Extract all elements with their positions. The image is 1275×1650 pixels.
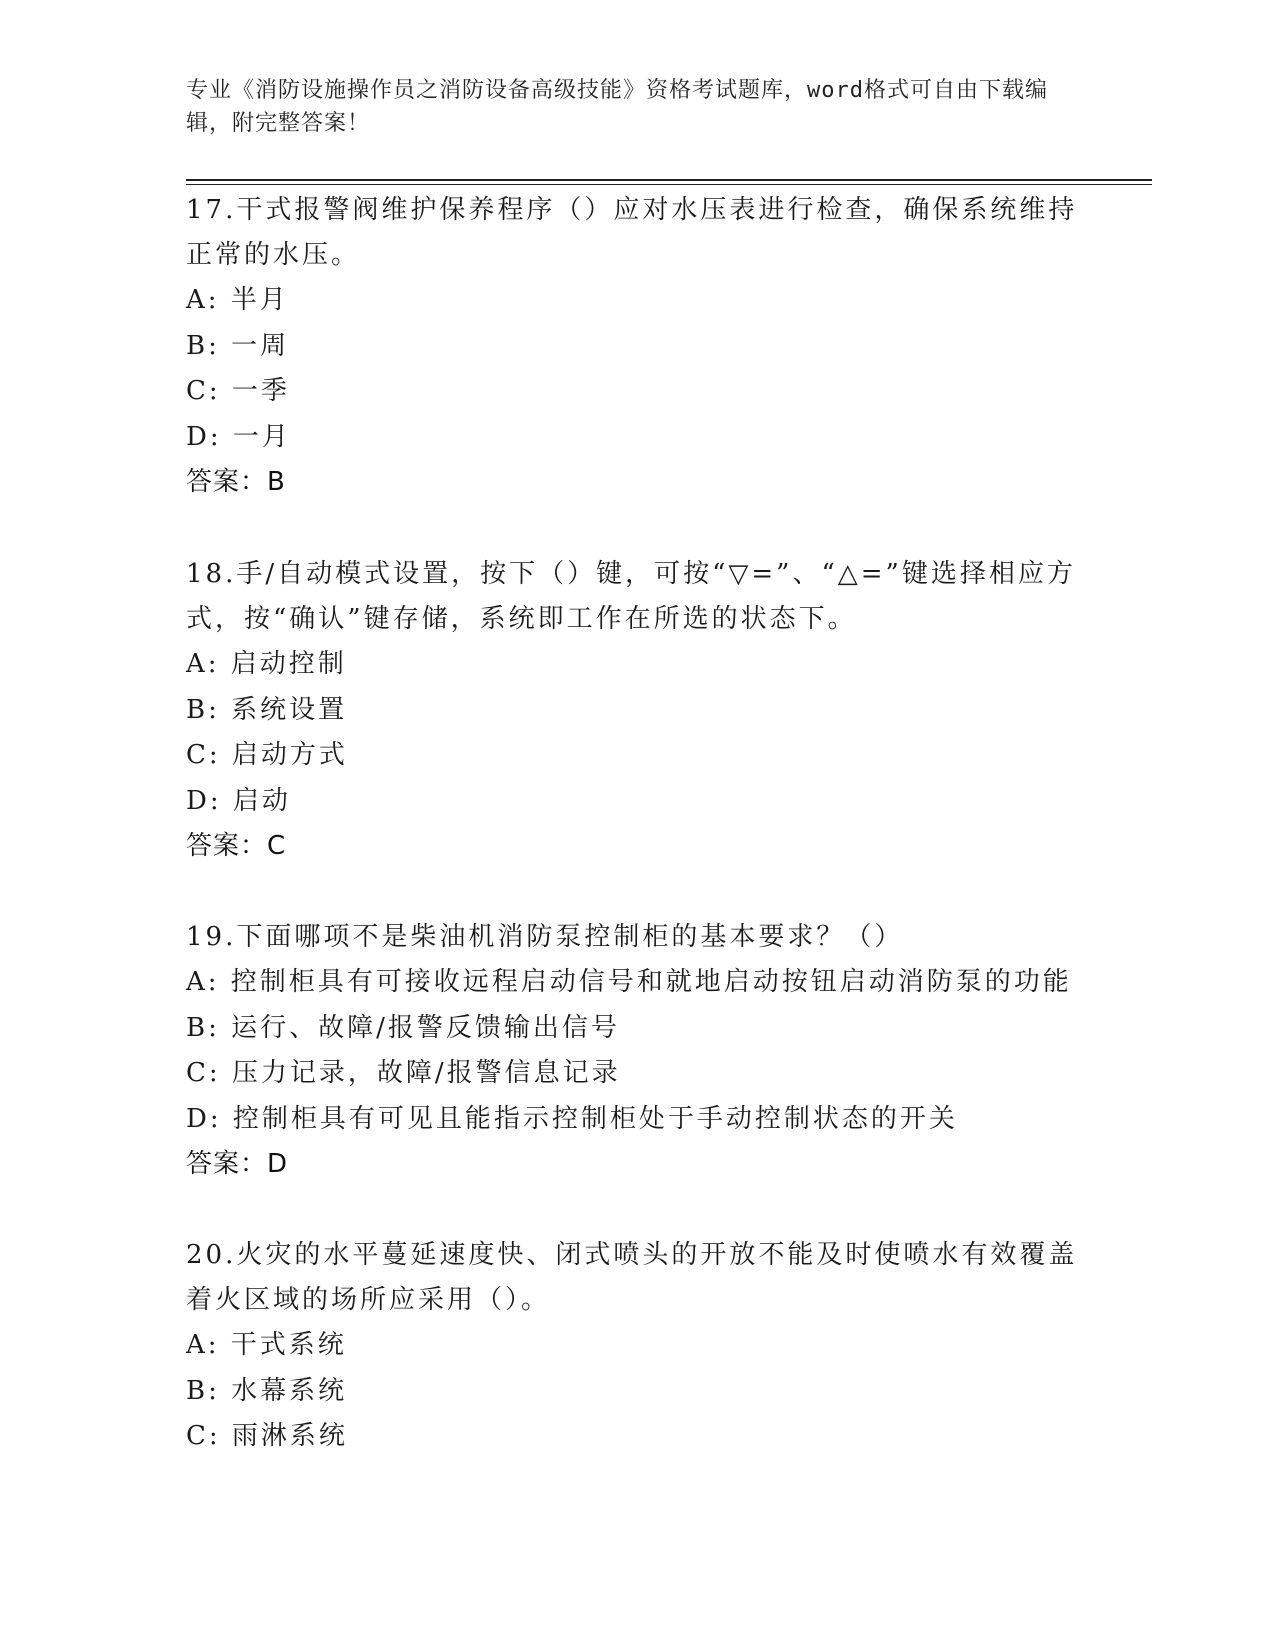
question-stem: 18.手/自动模式设置，按下（）键，可按“▽=”、“△=”键选择相应方式，按“确认”键存储，系统即工作在所选的状态下。 bbox=[186, 559, 1076, 634]
answer: 答案：C bbox=[186, 831, 287, 861]
question-18 bbox=[186, 552, 1086, 869]
answer: 答案：D bbox=[186, 1149, 289, 1179]
option-d: D: 一月 bbox=[186, 421, 291, 452]
answer: 答案：B bbox=[186, 467, 286, 497]
option-b: B: 水幕系统 bbox=[186, 1375, 348, 1406]
option-c: C: 压力记录，故障/报警信息记录 bbox=[186, 1058, 621, 1088]
option-c: C: 启动方式 bbox=[186, 740, 348, 770]
option-b: B: 运行、故障/报警反馈输出信号 bbox=[186, 1012, 620, 1043]
option-b: B: 系统设置 bbox=[186, 694, 348, 725]
question-stem: 20.火灾的水平蔓延速度快、闭式喷头的开放不能及时使喷水有效覆盖着火区域的场所应采用（）。 bbox=[186, 1240, 1078, 1315]
option-a: A: 启动控制 bbox=[186, 649, 347, 679]
question-17 bbox=[186, 188, 1086, 505]
header-divider bbox=[186, 179, 1152, 185]
question-stem: 19.下面哪项不是柴油机消防泵控制柜的基本要求？（） bbox=[186, 922, 904, 952]
question-stem: 17.干式报警阀维护保养程序（）应对水压表进行检查，确保系统维持正常的水压。 bbox=[186, 195, 1078, 270]
option-a: A: 半月 bbox=[186, 285, 289, 315]
question-19 bbox=[186, 915, 1086, 1187]
option-a: A: 干式系统 bbox=[186, 1330, 347, 1360]
document-header: 专业《消防设施操作员之消防设备高级技能》资格考试题库，word格式可自由下载编辑，附完整答案！ bbox=[186, 78, 1048, 136]
option-b: B: 一周 bbox=[186, 330, 290, 361]
option-c: C: 一季 bbox=[186, 376, 290, 406]
option-d: D: 启动 bbox=[186, 785, 291, 816]
option-a: A: 控制柜具有可接收远程启动信号和就地启动按钮启动消防泵的功能 bbox=[186, 967, 1072, 997]
option-d: D: 控制柜具有可见且能指示控制柜处于手动控制状态的开关 bbox=[186, 1103, 958, 1134]
option-c: C: 雨淋系统 bbox=[186, 1421, 348, 1451]
question-20 bbox=[186, 1233, 1086, 1460]
